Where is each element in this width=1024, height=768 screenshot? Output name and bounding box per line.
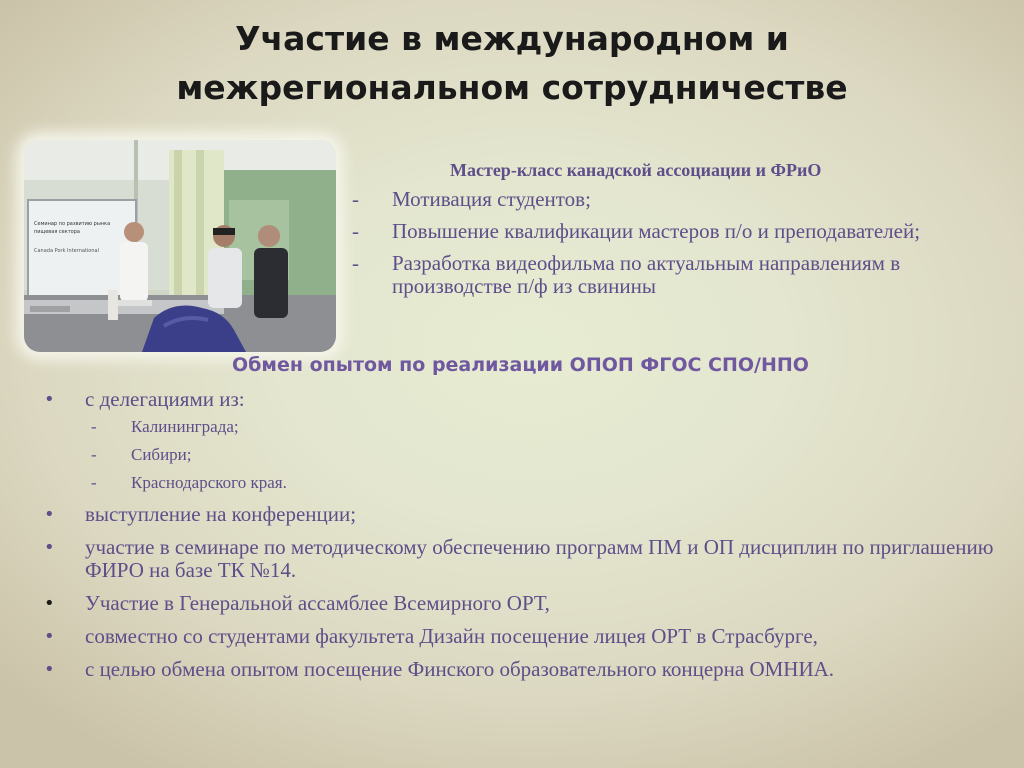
exchange-item-text: с делегациями из: [85,387,245,411]
slide-title-line-1: Участие в международном и [235,19,789,58]
master-class-item-text: Повышение квалификации мастеров п/о и преподавателей; [392,219,921,243]
master-class-photo [24,140,336,352]
exchange-item-text: участие в семинаре по методическому обеспечению программ ПМ и ОП дисциплин по приглашению ФИРО на базе ТК №14. [85,535,994,582]
bullet-marker: • [44,593,55,614]
delegation-item [85,473,1004,493]
exchange-heading: Обмен опытом по реализации ОПОП ФГОС СПО/НПО [232,354,809,376]
delegation-item [85,445,1004,465]
exchange-item [44,503,1004,526]
master-class-list [352,188,1012,307]
slide-title [0,14,1024,112]
exchange-item [44,658,1004,681]
delegation-item-text: Калининграда; [131,417,239,436]
exchange-item [44,388,1004,493]
master-class-item [352,188,1012,211]
exchange-item-text: совместно со студентами факультета Дизайн посещение лицея ОРТ в Страсбурге, [85,624,818,648]
screen-text-1: Семинар по развитию рынка [34,221,111,227]
exchange-item-text: с целью обмена опытом посещение Финского образовательного концерна ОМНИА. [85,657,835,681]
delegation-item [85,417,1004,437]
screen-text-3: Canada Pork International [34,248,99,254]
slide-title-line-2: межрегиональном сотрудничестве [176,68,848,107]
dash-marker: - [352,251,359,275]
master-class-item [352,220,1012,243]
master-class-item-text: Разработка видеофильма по актуальным направлениям в производстве п/ф из свинины [392,251,901,298]
delegation-item-text: Краснодарского края. [131,473,287,492]
screen-text-2: пищевая сектора [34,229,80,235]
exchange-item [44,592,1004,615]
dash-marker: - [352,219,359,243]
bullet-marker: • [44,626,55,647]
bullet-marker: • [44,504,55,525]
exchange-item-text: Участие в Генеральной ассамблее Всемирного ОРТ, [85,591,550,615]
bullet-marker: • [44,389,55,410]
bullet-marker: • [44,659,55,680]
delegation-list [85,417,1004,493]
master-class-item [352,252,1012,298]
exchange-item [44,625,1004,648]
delegation-item-text: Сибири; [131,445,192,464]
master-class-item-text: Мотивация студентов; [392,187,591,211]
dash-marker: - [91,445,97,464]
dash-marker: - [91,473,97,492]
exchange-item [44,536,1004,582]
dash-marker: - [91,417,97,436]
exchange-list [44,388,1004,691]
exchange-item-text: выступление на конференции; [85,502,357,526]
dash-marker: - [352,187,359,211]
master-class-subtitle: Мастер-класс канадской ассоциации и ФРиО [450,160,822,180]
bullet-marker: • [44,537,55,558]
